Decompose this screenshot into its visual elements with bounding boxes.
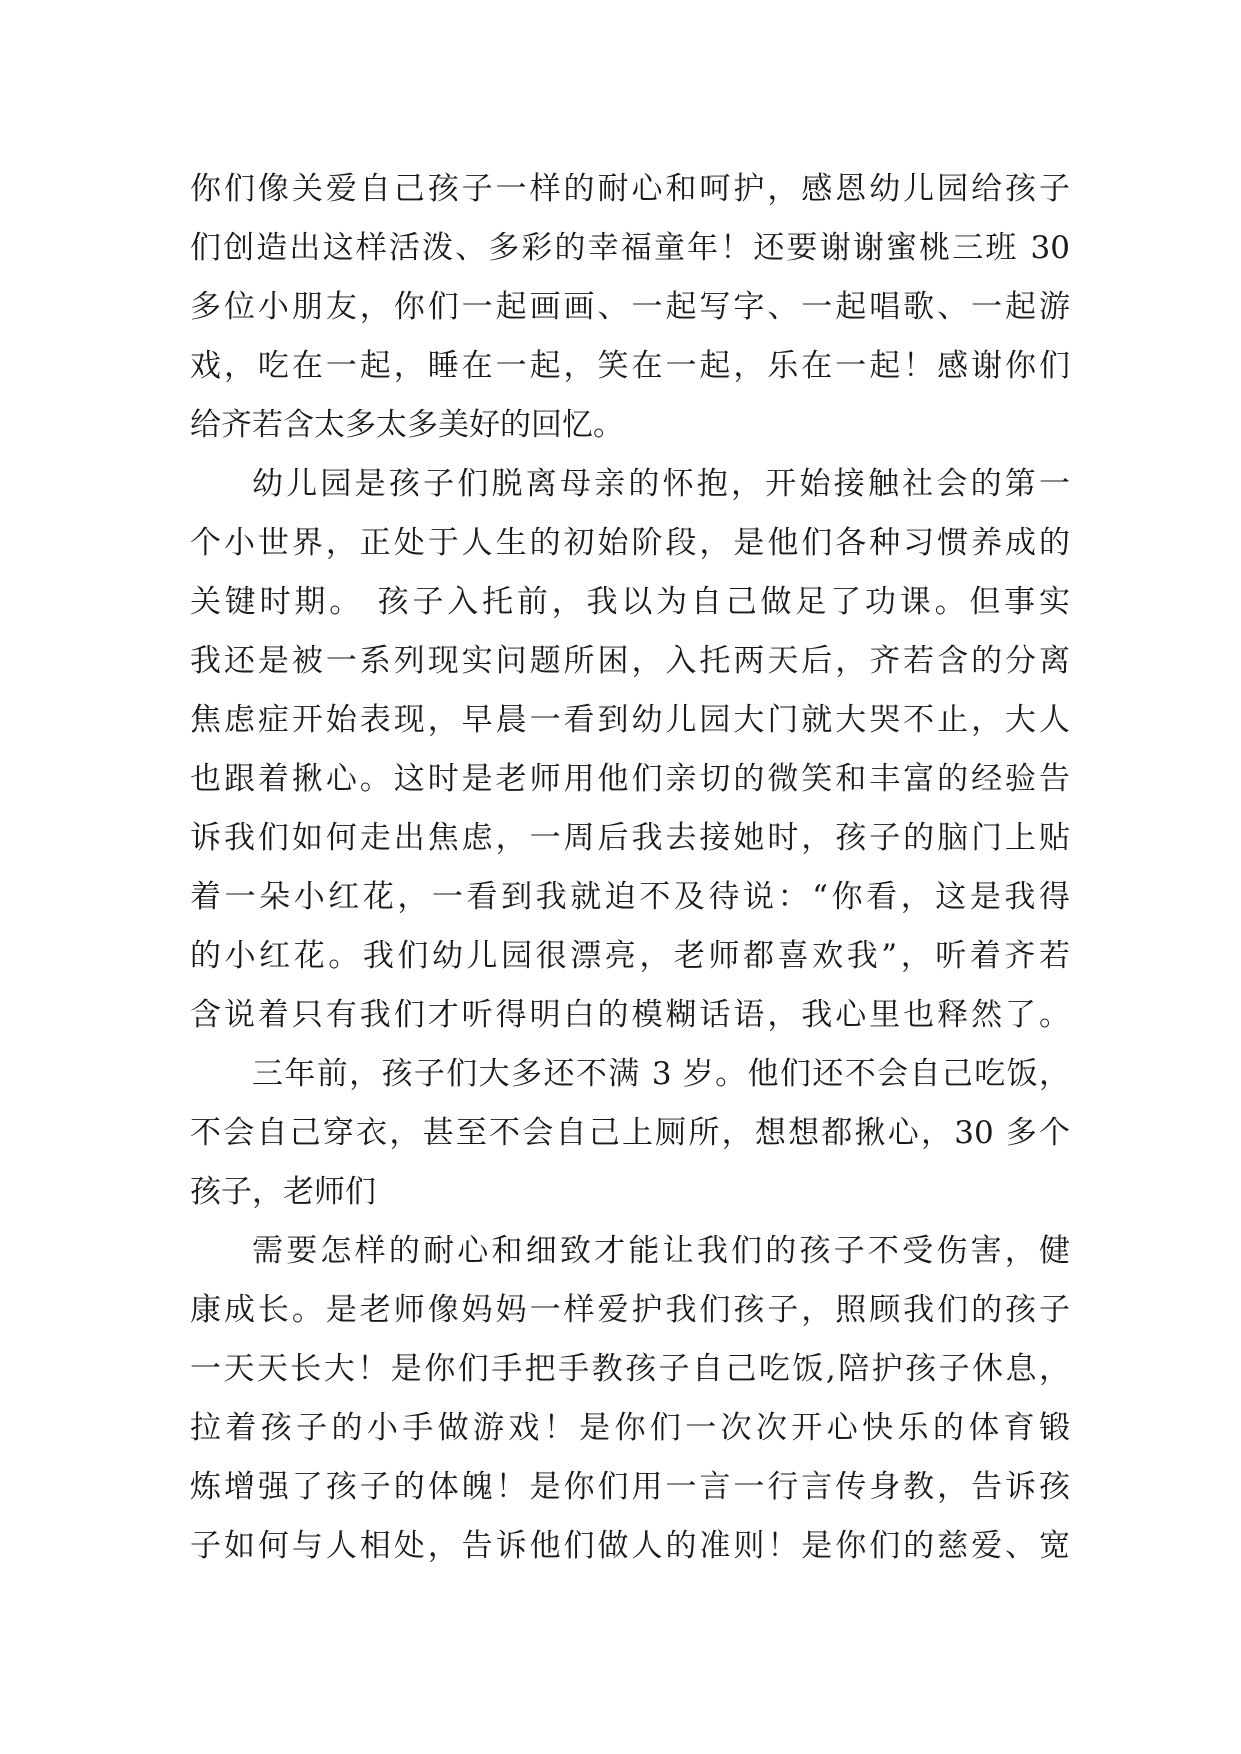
text-line: 焦虑症开始表现，早晨一看到幼儿园大门就大哭不止，大人 [190,702,1070,738]
text-line: 我还是被一系列现实问题所困，入托两天后，齐若含的分离 [190,643,1070,679]
text-line: 个小世界，正处于人生的初始阶段，是他们各种习惯养成的 [190,525,1070,561]
text-line: 拉着孩子的小手做游戏！是你们一次次开心快乐的体育锻 [190,1410,1070,1446]
text-line: 孩子，老师们 [190,1174,376,1210]
text-line: 三年前，孩子们大多还不满 3 岁。他们还不会自己吃饭， [252,1056,1070,1092]
text-line: 诉我们如何走出焦虑，一周后我去接她时，孩子的脑门上贴 [190,820,1070,856]
text-line: 康成长。是老师像妈妈一样爱护我们孩子，照顾我们的孩子 [190,1292,1070,1328]
text-line: 幼儿园是孩子们脱离母亲的怀抱，开始接触社会的第一 [252,466,1070,502]
body-text [190,160,1070,1576]
text-line: 炼增强了孩子的体魄！是你们用一言一行言传身教，告诉孩 [190,1469,1070,1505]
text-line: 着一朵小红花，一看到我就迫不及待说：“你看，这是我得 [190,879,1070,915]
text-line: 的小红花。我们幼儿园很漂亮，老师都喜欢我”，听着齐若 [190,938,1070,974]
text-line: 含说着只有我们才听得明白的模糊话语，我心里也释然了。 [190,997,1070,1033]
text-line: 们创造出这样活泼、多彩的幸福童年！还要谢谢蜜桃三班 30 [190,230,1070,266]
text-line: 一天天长大！是你们手把手教孩子自己吃饭,陪护孩子休息， [190,1351,1070,1387]
text-line: 多位小朋友，你们一起画画、一起写字、一起唱歌、一起游 [190,289,1070,325]
text-line: 子如何与人相处，告诉他们做人的准则！是你们的慈爱、宽 [190,1528,1070,1564]
text-line: 戏，吃在一起，睡在一起，笑在一起，乐在一起！感谢你们 [190,348,1070,384]
text-line: 不会自己穿衣，甚至不会自己上厕所，想想都揪心，30 多个 [190,1115,1070,1151]
text-line: 给齐若含太多太多美好的回忆。 [190,407,624,443]
text-line: 也跟着揪心。这时是老师用他们亲切的微笑和丰富的经验告 [190,761,1070,797]
text-line: 你们像关爱自己孩子一样的耐心和呵护，感恩幼儿园给孩子 [190,171,1070,207]
text-line: 需要怎样的耐心和细致才能让我们的孩子不受伤害，健 [252,1233,1070,1269]
text-line: 关键时期。 孩子入托前，我以为自己做足了功课。但事实 [190,584,1070,620]
